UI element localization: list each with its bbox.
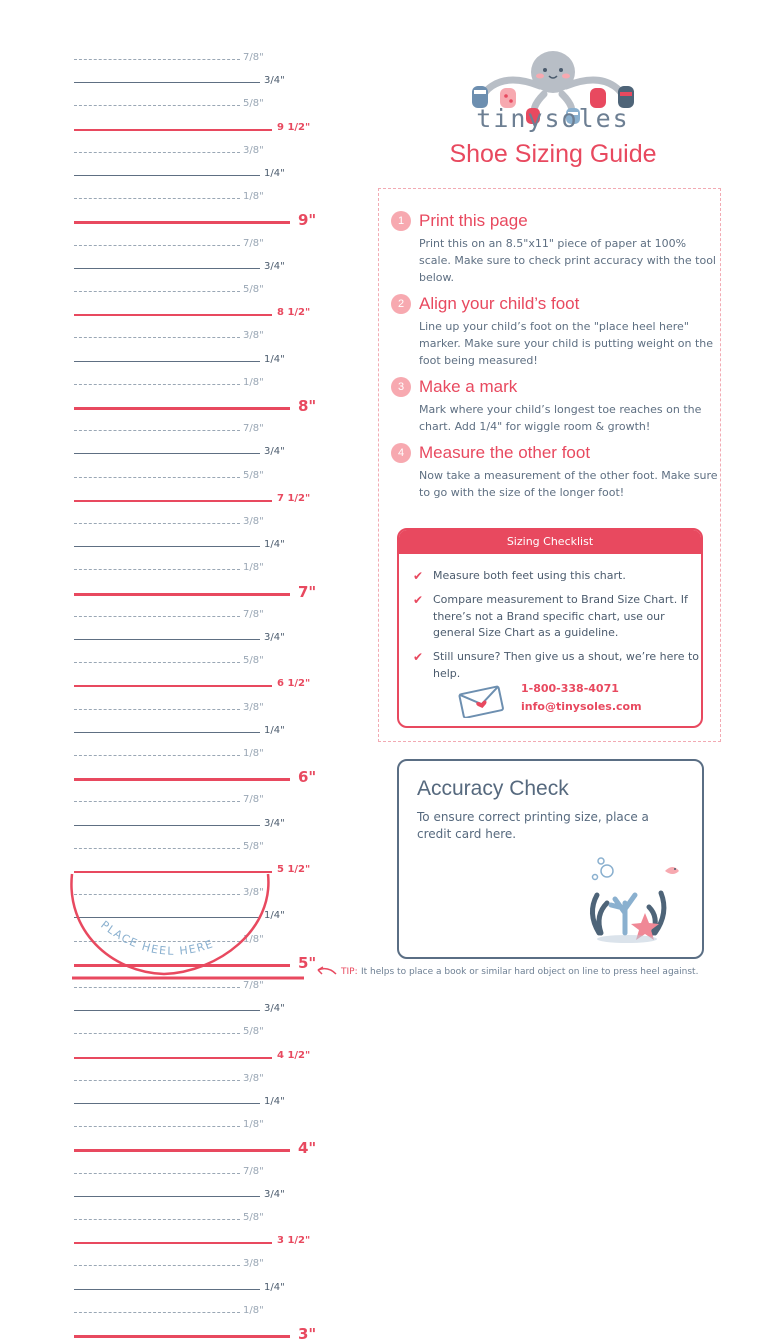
- ruler-line-inch: [74, 407, 290, 410]
- ruler-label: 6 1/2": [277, 678, 311, 689]
- curved-arrow-icon: [314, 964, 338, 978]
- envelope-icon: [457, 684, 507, 718]
- ruler-line-eighth: [74, 291, 240, 292]
- ruler-label: 7/8": [243, 238, 264, 249]
- ruler-label: 5/8": [243, 98, 264, 109]
- ruler-line-eighth: [74, 801, 240, 802]
- ruler-label: 3/8": [243, 1258, 264, 1269]
- ruler-line-inch: [74, 593, 290, 596]
- accuracy-title: Accuracy Check: [417, 777, 569, 800]
- check-icon: ✔: [413, 593, 424, 607]
- ruler-label: 1/8": [243, 934, 264, 945]
- ruler-line-quarter: [74, 453, 260, 454]
- heel-label: PLACE HEEL HERE: [98, 918, 216, 958]
- ruler-label: 1/4": [264, 910, 285, 921]
- ruler-line-quarter: [74, 268, 260, 269]
- step-number: 4: [391, 443, 411, 463]
- ruler-label: 7/8": [243, 980, 264, 991]
- ruler-line-eighth: [74, 1219, 240, 1220]
- ruler-line-eighth: [74, 709, 240, 710]
- ruler-line-eighth: [74, 1265, 240, 1266]
- ruler-line-half: [74, 129, 272, 131]
- ruler-label: 3/4": [264, 632, 285, 643]
- ruler-label: 1/8": [243, 1119, 264, 1130]
- ruler-line-quarter: [74, 825, 260, 826]
- ruler-label: 7/8": [243, 52, 264, 63]
- ruler-label: 1/4": [264, 354, 285, 365]
- ruler-label: 9 1/2": [277, 122, 311, 133]
- ruler-label: 1/8": [243, 1305, 264, 1316]
- ruler-line-eighth: [74, 848, 240, 849]
- ruler-label: 5": [298, 954, 317, 972]
- ruler-line-quarter: [74, 1196, 260, 1197]
- tip-text: It helps to place a book or similar hard object on line to press heel against.: [361, 967, 699, 977]
- ruler-label: 7 1/2": [277, 493, 311, 504]
- ruler-label: 5/8": [243, 1026, 264, 1037]
- ruler-label: 3/4": [264, 446, 285, 457]
- ruler-line-eighth: [74, 1173, 240, 1174]
- ruler-label: 7/8": [243, 1166, 264, 1177]
- ruler-label: 5 1/2": [277, 864, 311, 875]
- page-title: Shoe Sizing Guide: [449, 140, 657, 168]
- ruler-label: 5/8": [243, 1212, 264, 1223]
- accuracy-check-box: [397, 759, 704, 959]
- tip-note: [312, 964, 732, 980]
- ruler-line-eighth: [74, 59, 240, 60]
- ruler-line-eighth: [74, 430, 240, 431]
- ruler-line-quarter: [74, 175, 260, 176]
- accuracy-body: To ensure correct printing size, place a credit card here.: [417, 810, 649, 841]
- ruler-line-eighth: [74, 1126, 240, 1127]
- step-body: Mark where your child’s longest toe reaches on the chart. Add 1/4" for wiggle room & growth!: [419, 403, 702, 433]
- ruler-label: 3": [298, 1325, 317, 1343]
- coral-icon: [579, 853, 689, 953]
- ruler-label: 3/4": [264, 1003, 285, 1014]
- ruler-label: 1/8": [243, 562, 264, 573]
- checklist-item-text: Measure both feet using this chart.: [433, 569, 626, 582]
- ruler-label: 7/8": [243, 794, 264, 805]
- step-title: Print this page: [419, 211, 528, 230]
- ruler-line-eighth: [74, 384, 240, 385]
- ruler-label: 1/4": [264, 1282, 285, 1293]
- ruler-line-eighth: [74, 105, 240, 106]
- ruler-label: 3/8": [243, 1073, 264, 1084]
- step-body: Line up your child’s foot on the "place heel here" marker. Make sure your child is putting weight on the foot being measured!: [419, 320, 713, 367]
- ruler-label: 3/4": [264, 1189, 285, 1200]
- step-body: Print this on an 8.5"x11" piece of paper at 100% scale. Make sure to check print accuracy with the tool below.: [419, 237, 716, 284]
- ruler-line-inch: [74, 778, 290, 781]
- ruler-label: 5/8": [243, 841, 264, 852]
- ruler-label: 7/8": [243, 609, 264, 620]
- ruler-label: 5/8": [243, 470, 264, 481]
- ruler-label: 1/8": [243, 377, 264, 388]
- ruler-line-inch: [74, 221, 290, 224]
- ruler-line-quarter: [74, 1103, 260, 1104]
- ruler-line-eighth: [74, 245, 240, 246]
- ruler-line-quarter: [74, 1289, 260, 1290]
- ruler-label: 3/4": [264, 75, 285, 86]
- ruler-label: 8": [298, 397, 317, 415]
- step-title: Make a mark: [419, 377, 518, 396]
- ruler-label: 3 1/2": [277, 1235, 311, 1246]
- heel-placement-guide: [60, 860, 320, 990]
- ruler-line-quarter: [74, 546, 260, 547]
- step-title: Measure the other foot: [419, 443, 591, 462]
- checklist-item-text: Compare measurement to Brand Size Chart. If there’s not a Brand specific chart, use our general Size Chart as a guideline.: [433, 593, 688, 639]
- ruler-label: 3/8": [243, 145, 264, 156]
- ruler-line-eighth: [74, 523, 240, 524]
- step-title: Align your child’s foot: [419, 294, 580, 313]
- checklist-title: Sizing Checklist: [399, 530, 701, 554]
- ruler-label: 3/8": [243, 887, 264, 898]
- ruler-line-eighth: [74, 755, 240, 756]
- ruler-label: 4 1/2": [277, 1050, 311, 1061]
- ruler-line-inch: [74, 1335, 290, 1338]
- ruler-line-eighth: [74, 152, 240, 153]
- ruler-line-quarter: [74, 639, 260, 640]
- ruler-label: 3/8": [243, 702, 264, 713]
- ruler-label: 1/8": [243, 748, 264, 759]
- step-number: 2: [391, 294, 411, 314]
- ruler-line-eighth: [74, 616, 240, 617]
- support-phone[interactable]: 1-800-338-4071: [521, 682, 619, 695]
- ruler-label: 1/4": [264, 168, 285, 179]
- ruler-label: 1/8": [243, 191, 264, 202]
- ruler-line-quarter: [74, 82, 260, 83]
- checklist-item-text: Still unsure? Then give us a shout, we’re here to help.: [433, 650, 700, 680]
- ruler-line-eighth: [74, 1033, 240, 1034]
- ruler-line-eighth: [74, 569, 240, 570]
- ruler-line-half: [74, 1057, 272, 1059]
- support-email[interactable]: info@tinysoles.com: [521, 700, 642, 713]
- tip-label: TIP:: [341, 967, 358, 977]
- ruler-line-half: [74, 685, 272, 687]
- step-body: Now take a measurement of the other foot. Make sure to go with the size of the longer foot!: [419, 469, 718, 499]
- ruler-label: 1/4": [264, 725, 285, 736]
- ruler-line-eighth: [74, 337, 240, 338]
- ruler-label: 1/4": [264, 539, 285, 550]
- step-number: 1: [391, 211, 411, 231]
- ruler-label: 7": [298, 583, 317, 601]
- ruler-label: 9": [298, 211, 317, 229]
- check-icon: ✔: [413, 569, 424, 583]
- ruler-label: 3/4": [264, 261, 285, 272]
- ruler-line-eighth: [74, 198, 240, 199]
- ruler-line-eighth: [74, 1080, 240, 1081]
- ruler-line-quarter: [74, 732, 260, 733]
- ruler-line-inch: [74, 1149, 290, 1152]
- ruler-label: 1/4": [264, 1096, 285, 1107]
- ruler-line-quarter: [74, 1010, 260, 1011]
- ruler-line-quarter: [74, 361, 260, 362]
- ruler-line-eighth: [74, 1312, 240, 1313]
- check-icon: ✔: [413, 650, 424, 664]
- ruler-label: 7/8": [243, 423, 264, 434]
- ruler-line-eighth: [74, 662, 240, 663]
- step-number: 3: [391, 377, 411, 397]
- ruler-label: 3/8": [243, 516, 264, 527]
- ruler-label: 8 1/2": [277, 307, 311, 318]
- ruler-label: 5/8": [243, 284, 264, 295]
- ruler-label: 3/8": [243, 330, 264, 341]
- ruler-line-half: [74, 314, 272, 316]
- ruler-label: 3/4": [264, 818, 285, 829]
- brand-name: tinysoles: [476, 104, 630, 133]
- ruler-label: 6": [298, 768, 317, 786]
- ruler-label: 5/8": [243, 655, 264, 666]
- ruler-line-half: [74, 1242, 272, 1244]
- ruler-label: 4": [298, 1139, 317, 1157]
- ruler-line-half: [74, 500, 272, 502]
- ruler-line-eighth: [74, 477, 240, 478]
- sizing-checklist: [397, 528, 703, 728]
